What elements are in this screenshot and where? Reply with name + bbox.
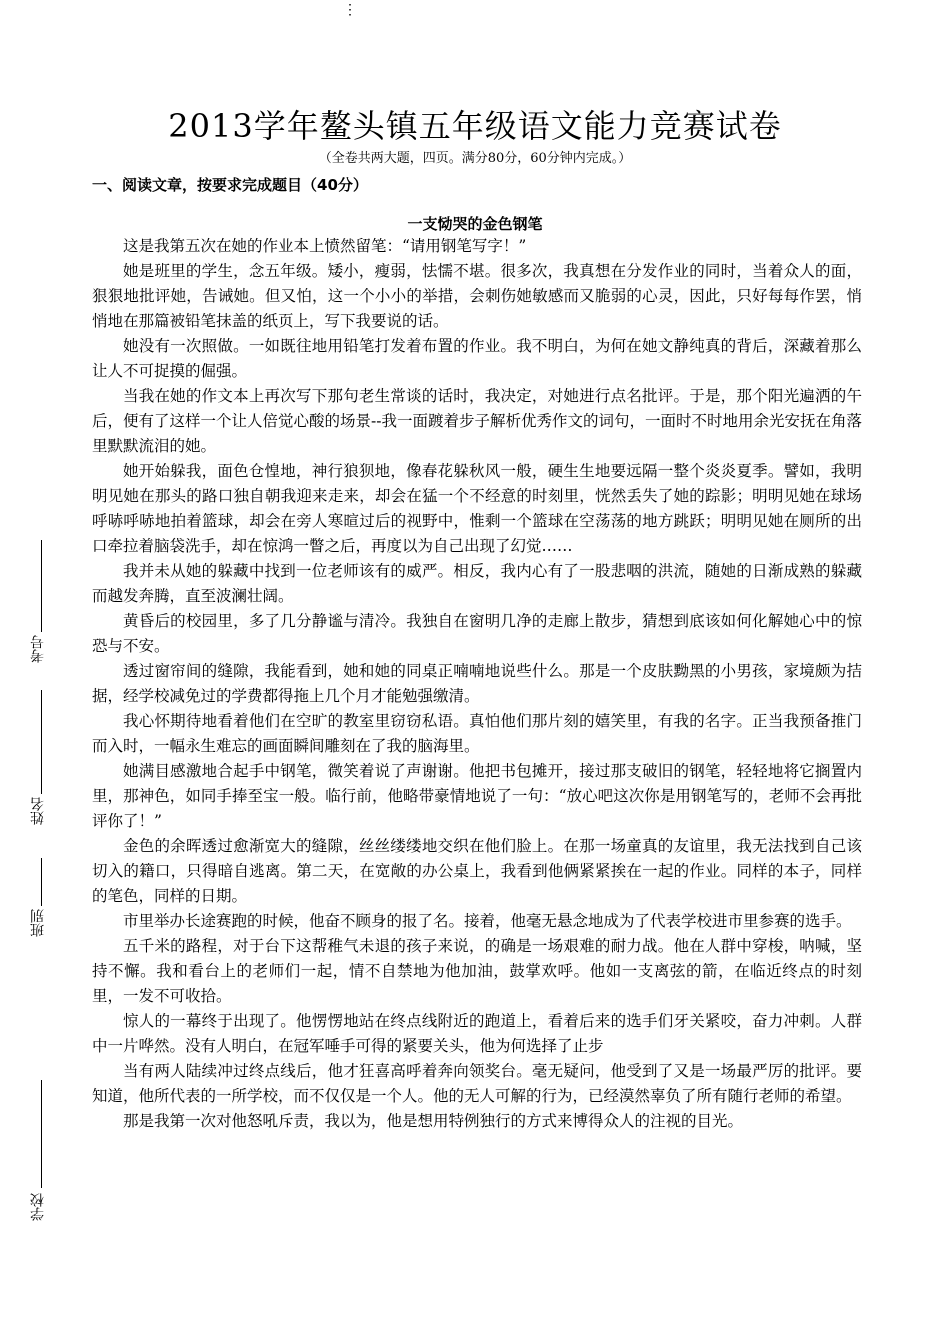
page-title: 2013学年鳌头镇五年级语文能力竞赛试卷 xyxy=(168,107,782,145)
school-field[interactable] xyxy=(30,1080,54,1240)
school-label: 学校 xyxy=(30,1193,46,1221)
student-name-line xyxy=(41,690,42,794)
article-title: 一支恸哭的金色钢笔 xyxy=(407,215,543,233)
paragraph: 透过窗帘间的缝隙，我能看到，她和她的同桌正喃喃地说些什么。那是一个皮肤黝黑的小男孩，家境颇为拮据，经学校减免过的学费都得拖上几个月才能勉强缴清。 xyxy=(92,662,862,705)
paragraph: 这是我第五次在她的作业本上愤然留笔：“请用钢笔写字！” xyxy=(123,237,527,255)
class-label: 班别 xyxy=(30,909,46,937)
paragraph: 黄昏后的校园里，多了几分静谧与清冷。我独自在窗明几净的走廊上散步，猜想到底该如何化解她心中的惊恐与不安。 xyxy=(92,612,862,655)
paragraph: 她没有一次照做。一如既往地用铅笔打发着布置的作业。我不明白，为何在她文静纯真的背后，深藏着那么让人不可捉摸的倔强。 xyxy=(92,337,862,380)
paragraph: 当有两人陆续冲过终点线后，他才狂喜高呼着奔向领奖台。毫无疑问，他受到了又是一场最严厉的批评。要知道，他所代表的一所学校，而不仅仅是一个人。他的无人可解的行为，已经漠然辜负了所有随行老师的希望。 xyxy=(92,1062,862,1105)
exam-number-field[interactable] xyxy=(30,540,54,663)
paragraph: 她满目感激地合起手中钢笔，微笑着说了声谢谢。他把书包摊开，接过那支破旧的钢笔，轻轻地将它搁置内里，那神色，如同手捧至宝一般。临行前，他略带豪情地说了一句：“放心吧这次你是用钢笔写的，老师不会再批评你了！” xyxy=(92,762,862,830)
class-line xyxy=(41,858,42,906)
binding-margin xyxy=(0,0,60,1344)
class-field[interactable] xyxy=(30,858,54,958)
paragraph: 她是班里的学生，念五年级。矮小，瘦弱，怯懦不堪。很多次，我真想在分发作业的同时，当着众人的面，狠狠地批评她，告诫她。但又怕，这一个小小的举措，会刺伤她敏感而又脆弱的心灵，因此，只好每每作罢，悄悄地在那篇被铅笔抹盖的纸页上，写下我要说的话。 xyxy=(92,262,862,330)
section-heading: 一、阅读文章，按要求完成题目（40分） xyxy=(92,176,368,194)
student-name-label: 姓名 xyxy=(30,797,46,825)
paragraph: 我心怀期待地看着他们在空旷的教室里窃窃私语。真怕他们那片刻的嬉笑里，有我的名字。正当我预备推门而入时，一幅永生难忘的画面瞬间雕刻在了我的脑海里。 xyxy=(92,712,862,755)
exam-number-line xyxy=(41,540,42,632)
exam-number-label: 考号 xyxy=(30,635,46,663)
school-line xyxy=(41,1080,42,1188)
paragraph: 五千米的路程，对于台下这帮稚气未退的孩子来说，的确是一场艰难的耐力战。他在人群中穿梭，呐喊，坚持不懈。我和看台上的老师们一起，情不自禁地为他加油，鼓掌欢呼。他如一支离弦的箭，在临近终点的时刻里，一发不可收拾。 xyxy=(92,937,862,1005)
article-body xyxy=(92,234,862,1134)
paragraph: 当我在她的作文本上再次写下那句老生常谈的话时，我决定，对她进行点名批评。于是，那个阳光遍洒的午后，便有了这样一个让人倍觉心酸的场景--我一面踱着步子解析优秀作文的词句，一面时不时地用余光安抚在角落里默默流泪的她。 xyxy=(92,387,862,455)
paragraph: 惊人的一幕终于出现了。他愣愣地站在终点线附近的跑道上，看着后来的选手们牙关紧咬，奋力冲刺。人群中一片哗然。没有人明白，在冠军唾手可得的紧要关头，他为何选择了止步 xyxy=(92,1012,862,1055)
paragraph: 她开始躲我，面色仓惶地，神行狼狈地，像春花躲秋风一般，硬生生地要远隔一整个炎炎夏季。譬如，我明明见她在那头的路口独自朝我迎来走来，却会在猛一个不经意的时刻里，恍然丢失了她的踪影；明明见她在球场呼哧呼哧地拍着篮球，却会在旁人寒暄过后的视野中，惟剩一个篮球在空荡荡的地方跳跃；明明见她在厕所的出口牵拉着脑袋洗手，却在惊鸿一瞥之后，再度以为自己出现了幻觉…… xyxy=(92,462,862,555)
student-name-field[interactable] xyxy=(30,690,54,840)
paragraph: 我并未从她的躲藏中找到一位老师该有的威严。相反，我内心有了一股悲咽的洪流，随她的日渐成熟的躲藏而越发奔腾，直至波澜壮阔。 xyxy=(92,562,862,605)
paragraph: 市里举办长途赛跑的时候，他奋不顾身的报了名。接着，他毫无悬念地成为了代表学校进市里参赛的选手。 xyxy=(123,912,852,930)
paragraph: 那是我第一次对他怒吼斥责，我以为，他是想用特例独行的方式来博得众人的注视的目光。 xyxy=(123,1112,744,1130)
paragraph: 金色的余晖透过愈渐宽大的缝隙，丝丝缕缕地交织在他们脸上。在那一场童真的友谊里，我无法找到自己该切入的籍口，只得暗自逃离。第二天，在宽敞的办公桌上，我看到他俩紧紧挨在一起的作业。同样的本子，同样的笔色，同样的日期。 xyxy=(92,837,862,905)
exam-instructions: （全卷共两大题，四页。满分80分，60分钟内完成。） xyxy=(318,151,632,166)
top-marker: ⋮ xyxy=(343,2,357,18)
